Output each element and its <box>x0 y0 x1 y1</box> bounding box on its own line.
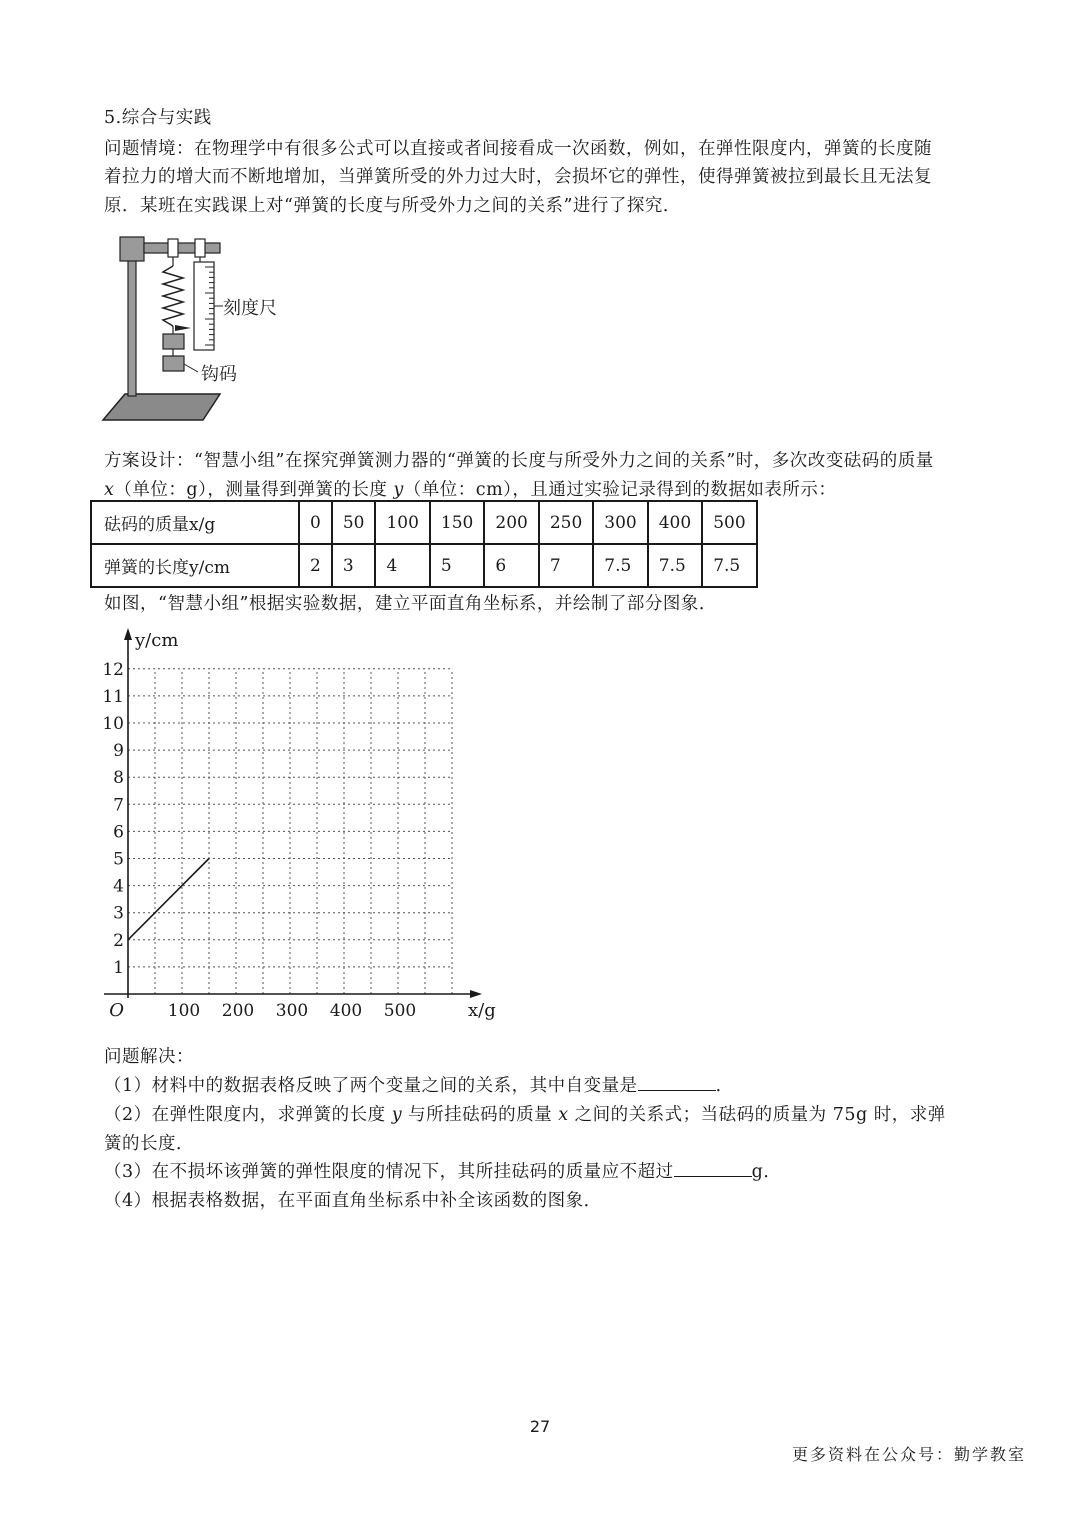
solve-heading: 问题解决： <box>104 1047 194 1067</box>
origin-label: O <box>109 1000 124 1021</box>
page-number: 27 <box>529 1417 551 1436</box>
y-tick-label: 5 <box>113 849 124 870</box>
spring-apparatus-figure <box>95 222 315 432</box>
table-cell: 3 <box>332 544 376 587</box>
y-tick-label: 2 <box>113 930 124 951</box>
weight-label: 钩码 <box>201 364 237 385</box>
problem-heading: 5.综合与实践 <box>104 108 212 128</box>
table-row-mass <box>91 501 757 544</box>
table-cell: 250 <box>539 501 593 544</box>
table-cell: 6 <box>484 544 538 587</box>
table-cell: 5 <box>430 544 484 587</box>
y-tick-label: 4 <box>113 876 124 897</box>
table-cell: 500 <box>702 501 756 544</box>
ruler-label: 刻度尺 <box>223 298 277 319</box>
x-tick-label: 300 <box>275 1001 309 1021</box>
x-axis-arrow <box>470 990 482 998</box>
table-cell: 7.5 <box>702 544 756 587</box>
graph-intro: 如图，“智慧小组”根据实验数据，建立平面直角坐标系，并绘制了部分图象． <box>104 594 717 614</box>
design-line-1: 方案设计：“智慧小组”在探究弹簧测力器的“弹簧的长度与所受外力之间的关系”时，多次改变砝码的质量 <box>104 451 934 471</box>
row-label-mass: 砝码的质量x/g <box>91 501 299 544</box>
table-cell: 300 <box>593 501 647 544</box>
question-3: （3）在不损坏该弹簧的弹性限度的情况下，其所挂砝码的质量应不超过 g． <box>104 1162 782 1182</box>
y-tick-label: 6 <box>113 822 124 843</box>
question-4: （4）根据表格数据，在平面直角坐标系中补全该函数的图象． <box>104 1191 602 1211</box>
y-tick-label: 11 <box>102 686 124 707</box>
table-cell: 7.5 <box>593 544 647 587</box>
y-axis-arrow <box>124 628 132 640</box>
y-axis-label: y/cm <box>135 630 179 651</box>
y-tick-label: 9 <box>113 741 124 762</box>
table-cell: 0 <box>299 501 332 544</box>
y-tick-label: 7 <box>113 795 124 816</box>
table-cell: 150 <box>430 501 484 544</box>
y-tick-label: 10 <box>102 714 124 734</box>
y-tick-label: 12 <box>102 659 124 680</box>
footer-note: 更多资料在公众号：勤学教室 <box>791 1445 1026 1464</box>
coordinate-chart <box>90 620 510 1030</box>
series-line <box>128 859 209 940</box>
question-1: （1）材料中的数据表格反映了两个变量之间的关系，其中自变量是 ． <box>104 1076 734 1096</box>
row-label-length: 弹簧的长度y/cm <box>91 544 299 587</box>
context-line-3: 原．某班在实践课上对“弹簧的长度与所受外力之间的关系”进行了探究． <box>104 196 681 216</box>
x-axis-label: x/g <box>468 1000 496 1021</box>
x-tick-label: 200 <box>221 1001 255 1021</box>
question-2-cont: 簧的长度． <box>104 1134 194 1154</box>
y-tick-label: 3 <box>113 903 124 924</box>
table-cell: 50 <box>332 501 376 544</box>
x-tick-label: 500 <box>383 1001 417 1021</box>
table-cell: 4 <box>375 544 429 587</box>
var-y: y <box>393 480 404 500</box>
table-row-length <box>91 544 757 587</box>
table-cell: 7.5 <box>648 544 702 587</box>
table-cell: 100 <box>375 501 429 544</box>
table-cell: 2 <box>299 544 332 587</box>
var-x: x <box>104 480 115 500</box>
y-tick-label: 1 <box>113 957 124 978</box>
y-tick-label: 8 <box>113 768 124 789</box>
answer-blank-3[interactable] <box>674 1160 752 1177</box>
table-cell: 400 <box>648 501 702 544</box>
context-line-2: 着拉力的增大而不断地增加，当弹簧所受的外力过大时，会损坏它的弹性，使得弹簧被拉到最长且无法复 <box>104 167 932 187</box>
context-line-1: 问题情境：在物理学中有很多公式可以直接或者间接看成一次函数，例如，在弹性限度内，弹簧的长度随 <box>104 139 932 159</box>
question-2: （2）在弹性限度内，求弹簧的长度 y 与所挂砝码的质量 x 之间的关系式；当砝码的质量为 75g 时，求弹 <box>104 1105 946 1125</box>
data-table <box>90 500 758 588</box>
design-line-2: x（单位：g），测量得到弹簧的长度 y（单位：cm），且通过实验记录得到的数据如表所示： <box>104 480 837 500</box>
table-cell: 200 <box>484 501 538 544</box>
answer-blank-1[interactable] <box>638 1074 716 1091</box>
x-tick-label: 400 <box>329 1001 363 1021</box>
x-tick-label: 100 <box>167 1001 201 1021</box>
table-cell: 7 <box>539 544 593 587</box>
